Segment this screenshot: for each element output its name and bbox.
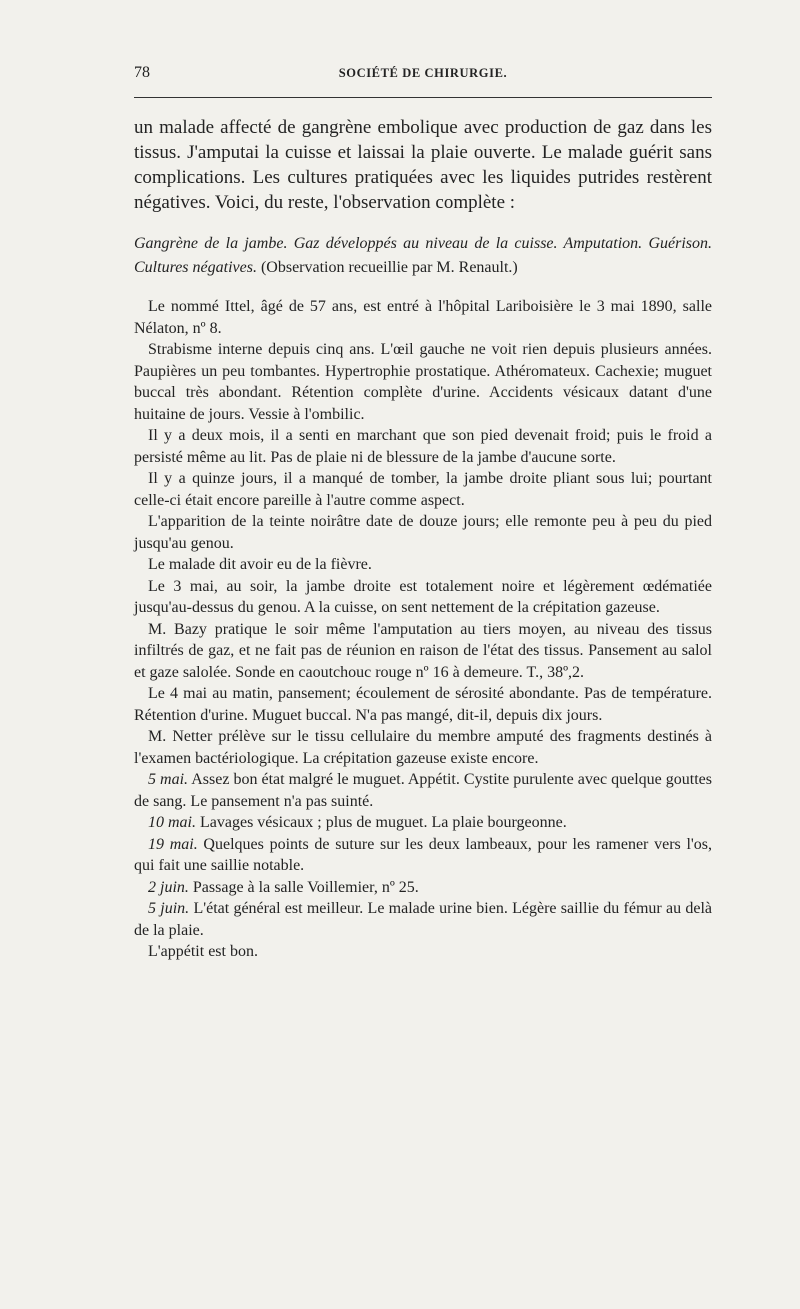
observation-paragraph bbox=[134, 898, 712, 941]
paragraph-date: 2 juin. bbox=[148, 878, 189, 896]
observation-title-italic: Gangrène de la jambe. Gaz développés au niveau de la cuisse. Amputation. Guérison. Cultures négatives. bbox=[134, 235, 712, 276]
paragraph-date: 5 mai. bbox=[148, 771, 189, 788]
paragraph-text: Strabisme interne depuis cinq ans. L'œil gauche ne voit rien depuis plusieurs années. Paupières un peu tombantes. Hypertrophie prostatique. Athéromateux. Cachexie; muguet buccal très abondant. Rétention complète d'urine. Accidents vésicaux datant d'une huitaine de jours. Vessie à l'ombilic. bbox=[134, 341, 712, 423]
observation-paragraph bbox=[134, 296, 712, 339]
observation-body bbox=[134, 296, 712, 963]
paragraph-text: Lavages vésicaux ; plus de muguet. La plaie bourgeonne. bbox=[196, 814, 567, 831]
observation-title-credit: (Observation recueillie par M. Renault.) bbox=[256, 258, 518, 276]
paragraph-text: L'appétit est bon. bbox=[148, 943, 258, 960]
observation-paragraph bbox=[134, 834, 712, 877]
intro-paragraph: un malade affecté de gangrène embolique avec production de gaz dans les tissus. J'amputai la cuisse et laissai la plaie ouverte. Le malade guérit sans complications. Les cultures pratiquées avec les liquides putrides restèrent négatives. Voici, du reste, l'observation complète : bbox=[134, 117, 712, 213]
observation-paragraph bbox=[134, 339, 712, 425]
paragraph-text: M. Bazy pratique le soir même l'amputation au tiers moyen, au niveau des tissus infiltrés de gaz, et ne fait pas de réunion en raison de l'état des tissus. Pansement au salol et gaze salolée. Sonde en caoutchouc rouge nº 16 à demeure. T., 38º,2. bbox=[134, 620, 712, 681]
page-header bbox=[134, 64, 712, 94]
paragraph-text: Il y a quinze jours, il a manqué de tomber, la jambe droite pliant sous lui; pourtant celle-ci était encore pareille à l'autre comme aspect. bbox=[134, 470, 712, 509]
paragraph-text: L'état général est meilleur. Le malade urine bien. Légère saillie du fémur au delà de la plaie. bbox=[134, 900, 713, 939]
observation-paragraph bbox=[134, 877, 712, 899]
paragraph-text: Assez bon état malgré le muguet. Appétit. Cystite purulente avec quelque gouttes de sang. Le pansement n'a pas suinté. bbox=[134, 771, 713, 810]
paragraph-date: 10 mai. bbox=[148, 814, 196, 831]
observation-paragraph bbox=[134, 726, 712, 769]
observation-paragraph bbox=[134, 425, 712, 468]
observation-paragraph bbox=[134, 576, 712, 619]
running-head: SOCIÉTÉ DE CHIRURGIE. bbox=[338, 66, 508, 80]
paragraph-text: Il y a deux mois, il a senti en marchant que son pied devenait froid; puis le froid a persisté même au lit. Pas de plaie ni de blessure de la jambe d'aucune sorte. bbox=[134, 427, 712, 466]
header-rule bbox=[134, 97, 712, 98]
observation-paragraph bbox=[134, 619, 712, 684]
observation-paragraph bbox=[134, 941, 712, 963]
paragraph-text: Passage à la salle Voillemier, nº 25. bbox=[188, 878, 419, 896]
observation-paragraph bbox=[134, 812, 712, 834]
paragraph-date: 19 mai. bbox=[148, 835, 198, 853]
paragraph-text: Le 3 mai, au soir, la jambe droite est totalement noire et légèrement œdématiée jusqu'au-dessus du genou. A la cuisse, on sent nettement de la crépitation gazeuse. bbox=[134, 577, 712, 616]
paragraph-text: Le 4 mai au matin, pansement; écoulement de sérosité abondante. Pas de température. Rétention d'urine. Muguet buccal. N'a pas mangé, dit-il, depuis dix jours. bbox=[134, 685, 712, 724]
paragraph-text: Le malade dit avoir eu de la fièvre. bbox=[148, 556, 372, 573]
paragraph-text: L'apparition de la teinte noirâtre date de douze jours; elle remonte peu à peu du pied jusqu'au genou. bbox=[134, 513, 712, 552]
observation-paragraph bbox=[134, 511, 712, 554]
observation-paragraph bbox=[134, 769, 712, 812]
observation-paragraph bbox=[134, 554, 712, 576]
paragraph-date: 5 juin. bbox=[148, 900, 190, 917]
observation-title bbox=[134, 232, 712, 279]
paragraph-text: M. Netter prélève sur le tissu cellulaire du membre amputé des fragments destinés à l'examen bactériologique. La crépitation gazeuse existe encore. bbox=[134, 728, 712, 767]
paragraph-text: Quelques points de suture sur les deux lambeaux, pour les ramener vers l'os, qui fait une saillie notable. bbox=[134, 835, 713, 874]
observation-paragraph bbox=[134, 468, 712, 511]
intro-section bbox=[134, 115, 712, 215]
paragraph-text: Le nommé Ittel, âgé de 57 ans, est entré à l'hôpital Lariboisière le 3 mai 1890, salle Nélaton, nº 8. bbox=[134, 298, 712, 337]
observation-paragraph bbox=[134, 683, 712, 726]
page-body bbox=[134, 115, 712, 963]
page-number: 78 bbox=[134, 64, 150, 81]
